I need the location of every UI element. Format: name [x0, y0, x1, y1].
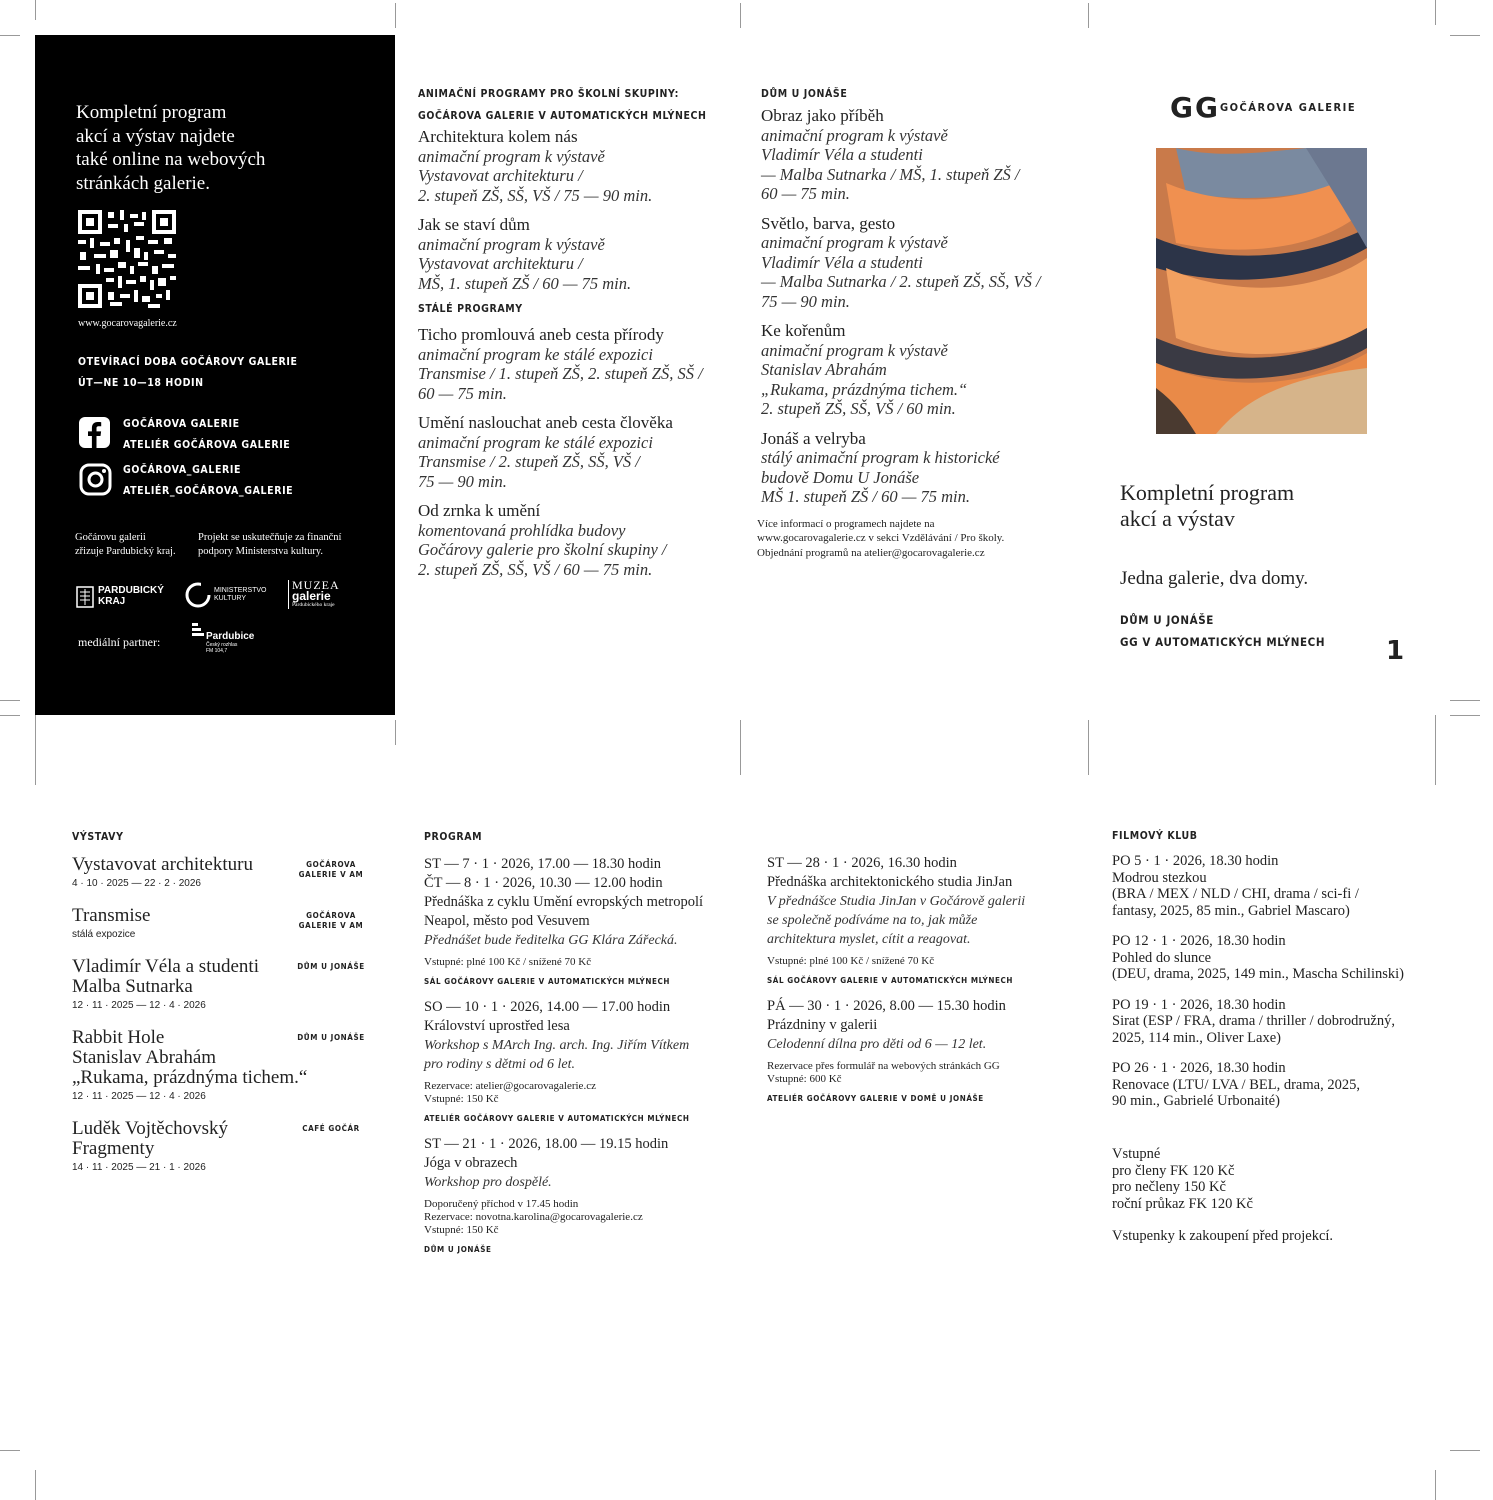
- program-detail: Transmise / 2. stupeň ZŠ, SŠ, VŠ /: [418, 452, 640, 471]
- venue-label: DŮM U JONÁŠE: [1120, 613, 1214, 627]
- venue-label: GG V AUTOMATICKÝCH MLÝNECH: [1120, 635, 1326, 649]
- event-info-line: Vstupné: plné 100 Kč / snížené 70 Kč: [767, 955, 935, 967]
- exhibition-title: Vladimír Véla a studenti: [72, 956, 259, 977]
- cover-tagline: Jedna galerie, dva domy.: [1120, 568, 1309, 589]
- film-item: [1112, 933, 1442, 983]
- film-date: PO 26 · 1 · 2026, 18.30 hodin: [1112, 1060, 1286, 1076]
- gallery-logo-text: GOČÁROVA GALERIE: [1220, 101, 1357, 114]
- ministry-emblem-icon: [185, 582, 211, 608]
- event-info-line: Doporučený příchod v 17.45 hodin: [424, 1198, 579, 1210]
- program-list: [418, 325, 728, 579]
- program-detail: — Malba Sutnarka / 2. stupeň ZŠ, SŠ, VŠ /: [761, 272, 1041, 291]
- film-item: [1112, 1060, 1442, 1110]
- cover-artwork-image: [1156, 148, 1367, 434]
- program-detail: 60 — 75 min.: [761, 184, 850, 203]
- event-info-line: Vstupné: 150 Kč: [424, 1224, 499, 1236]
- program-detail: 75 — 90 min.: [761, 291, 850, 311]
- exhibition-venue: DŮM U JONÁŠE: [297, 962, 365, 971]
- film-title: Pohled do slunce: [1112, 949, 1212, 966]
- logo-text: MINISTERSTVO: [214, 587, 267, 594]
- exhibition-subtitle: Stanislav Abrahám: [72, 1047, 217, 1068]
- event-description: se společně podíváme na to, jak může: [767, 913, 978, 928]
- film-title: Sirat (ESP / FRA, drama / thriller / dobrodružný,: [1112, 1013, 1395, 1029]
- program-title: Architektura kolem nás: [418, 127, 578, 146]
- program-detail: animační program ke stálé expozici: [418, 432, 653, 452]
- film-title: Renovace (LTU/ LVA / BEL, drama, 2025,: [1112, 1076, 1360, 1093]
- hours-heading: OTEVÍRACÍ DOBA GOČÁROVY GALERIE: [78, 356, 298, 368]
- program-detail: Transmise / 1. stupeň ZŠ, 2. stupeň ZŠ, SŠ /: [418, 364, 703, 383]
- program-title: Jonáš a velryba: [761, 428, 866, 448]
- exhibition-title: Rabbit Hole: [72, 1027, 165, 1048]
- event-venue: DŮM U JONÁŠE: [424, 1245, 492, 1254]
- film-info: fantasy, 2025, 85 min., Gabriel Mascaro): [1112, 902, 1350, 919]
- event-description: architektura myslet, cítit a reagovat.: [767, 932, 971, 947]
- logo-text: KULTURY: [214, 595, 247, 602]
- event-item: [767, 997, 1087, 1103]
- exhibition-date: 12 · 11 · 2025 — 12 · 4 · 2026: [72, 1091, 206, 1102]
- event-title: Neapol, město pod Vesuvem: [424, 913, 590, 929]
- program-item: [418, 325, 728, 403]
- program-title: Ticho promlouvá aneb cesta přírody: [418, 325, 664, 344]
- program-detail: 75 — 90 min.: [418, 471, 507, 491]
- cover-title-line: Kompletní program: [1120, 480, 1295, 505]
- film-prices: [1112, 1146, 1333, 1245]
- program-title: Jak se staví dům: [418, 215, 530, 234]
- exhibition-venue: CAFÉ GOČÁR: [302, 1124, 360, 1133]
- price-line: roční průkaz FK 120 Kč: [1112, 1195, 1253, 1212]
- founder-line: Gočárovu galerii: [75, 532, 146, 543]
- program-detail: animační program k výstavě: [761, 233, 948, 252]
- program-detail: animační program k výstavě: [418, 234, 605, 254]
- program-detail: MŠ, 1. stupeň ZŠ / 60 — 75 min.: [418, 273, 632, 293]
- instagram-account-1[interactable]: GOČÁROVA_GALERIE: [123, 464, 242, 476]
- event-venue: SÁL GOČÁROVY GALERIE V AUTOMATICKÝCH MLÝNECH: [424, 977, 670, 986]
- film-date: PO 19 · 1 · 2026, 18.30 hodin: [1112, 996, 1286, 1013]
- exhibition-title: Vystavovat architekturu: [72, 854, 253, 875]
- event-description: Workshop pro dospělé.: [424, 1175, 552, 1190]
- event-info: [767, 1060, 1087, 1086]
- section-heading: ANIMAČNÍ PROGRAMY PRO ŠKOLNÍ SKUPINY:: [418, 88, 679, 100]
- info-panel-black: [35, 35, 395, 715]
- event-title: Přednáška architektonického studia JinJan: [767, 874, 1013, 890]
- program-title: Ke kořenům: [761, 321, 846, 340]
- program-title: Obraz jako příběh: [761, 106, 884, 125]
- event-date: SO — 10 · 1 · 2026, 14.00 — 17.00 hodin: [424, 999, 671, 1015]
- event-info-line: Vstupné: 600 Kč: [767, 1073, 842, 1085]
- logo-text: PARDUBICKÝ: [98, 585, 164, 596]
- exhibition-date: 4 · 10 · 2025 — 22 · 2 · 2026: [72, 878, 201, 889]
- house-programs-panel: [757, 88, 1071, 560]
- logo-text: galerie: [292, 589, 331, 603]
- section-heading: STÁLÉ PROGRAMY: [418, 303, 523, 315]
- intro-line: akcí a výstav najdete: [76, 125, 235, 147]
- school-programs-panel: [418, 88, 728, 589]
- event-title: Prázdniny v galerii: [767, 1017, 878, 1033]
- event-venue: ATELIÉR GOČÁROVY GALERIE V DOMĚ U JONÁŠE: [767, 1094, 984, 1103]
- exhibition-venue: GOČÁROVA GALERIE V AM: [298, 860, 364, 879]
- opening-hours: ÚT—NE 10—18 HODIN: [78, 377, 204, 389]
- page-number: 1: [1386, 636, 1405, 666]
- program-item: [761, 106, 1071, 204]
- program-detail: Vladimír Véla a studenti: [761, 252, 923, 272]
- exhibition-item: [72, 957, 382, 1011]
- founder-note: [75, 531, 176, 559]
- film-date: PO 12 · 1 · 2026, 18.30 hodin: [1112, 933, 1286, 949]
- program-detail: Gočárovy galerie pro školní skupiny /: [418, 540, 667, 559]
- film-date: PO 5 · 1 · 2026, 18.30 hodin: [1112, 853, 1279, 869]
- event-item: [424, 998, 744, 1123]
- exhibitions-list: [72, 855, 382, 1190]
- film-club-heading: FILMOVÝ KLUB: [1112, 830, 1198, 842]
- cover-title-line: akcí a výstav: [1120, 506, 1235, 531]
- program-title: Světlo, barva, gesto: [761, 213, 896, 233]
- event-date: PÁ — 30 · 1 · 2026, 8.00 — 15.30 hodin: [767, 998, 1006, 1014]
- program-detail: „Rukama, prázdnýma tichem.“: [761, 379, 968, 399]
- note-line: Více informací o programech najdete na: [757, 517, 935, 530]
- exhibition-venue: GOČÁROVA GALERIE V AM: [298, 911, 364, 930]
- event-description: pro rodiny s dětmi od 6 let.: [424, 1057, 576, 1072]
- project-line: podpory Ministerstva kultury.: [198, 546, 324, 557]
- founder-line: zřizuje Pardubický kraj.: [75, 546, 176, 557]
- intro-line: Kompletní program: [76, 102, 227, 123]
- film-list: [1112, 853, 1442, 1124]
- program-detail: Vladimír Véla a studenti: [761, 145, 923, 164]
- event-info: [424, 956, 744, 969]
- program-list: [767, 854, 1087, 1115]
- event-info-line: Rezervace: atelier@gocarovagalerie.cz: [424, 1080, 596, 1092]
- qr-code-icon[interactable]: [78, 210, 176, 308]
- exhibition-title: Transmise: [72, 905, 151, 926]
- event-venue: SÁL GOČÁROVY GALERIE V AUTOMATICKÝCH MLÝNECH: [767, 976, 1013, 985]
- exhibition-title: Luděk Vojtěchovský: [72, 1118, 229, 1139]
- facebook-account-2[interactable]: ATELIÉR GOČÁROVA GALERIE: [123, 439, 291, 451]
- film-title: Modrou stezkou: [1112, 869, 1207, 886]
- program-item: [418, 413, 728, 491]
- program-detail: animační program k výstavě: [761, 125, 948, 145]
- event-item: [767, 854, 1087, 985]
- program-detail: — Malba Sutnarka / MŠ, 1. stupeň ZŠ /: [761, 164, 1020, 184]
- price-line: pro členy FK 120 Kč: [1112, 1162, 1235, 1179]
- region-crest-icon: [76, 586, 94, 608]
- program-list: [418, 127, 728, 293]
- event-info-line: Rezervace: novotna.karolina@gocarovagalerie.cz: [424, 1211, 643, 1223]
- event-description: Přednášet bude ředitelka GG Klára Zářecká.: [424, 933, 678, 948]
- note-line[interactable]: Objednání programů na atelier@gocarovagalerie.cz: [757, 546, 985, 559]
- program-detail: budově Domu U Jonáše: [761, 467, 920, 487]
- program-item: [418, 501, 728, 579]
- film-info: (BRA / MEX / NLD / CHI, drama / sci-fi /: [1112, 886, 1359, 902]
- film-info: 90 min., Gabrielé Urbonaité): [1112, 1093, 1280, 1109]
- section-heading: DŮM U JONÁŠE: [761, 88, 848, 100]
- intro-line: stránkách galerie.: [76, 172, 210, 194]
- exhibition-date: 14 · 11 · 2025 — 21 · 1 · 2026: [72, 1162, 206, 1173]
- event-title: Království uprostřed lesa: [424, 1018, 570, 1034]
- event-item: [424, 1135, 744, 1254]
- exhibition-subtitle: Malba Sutnarka: [72, 976, 193, 997]
- gg-logo-mark: GG: [1170, 91, 1220, 124]
- exhibition-subtitle: „Rukama, prázdnýma tichem.“: [72, 1067, 308, 1088]
- exhibition-item: [72, 855, 382, 889]
- event-date: ČT — 8 · 1 · 2026, 10.30 — 12.00 hodin: [424, 875, 663, 891]
- program-detail: komentovaná prohlídka budovy: [418, 520, 626, 540]
- event-date: ST — 28 · 1 · 2026, 16.30 hodin: [767, 855, 957, 871]
- website-url[interactable]: www.gocarovagalerie.cz: [78, 318, 177, 329]
- event-info: [767, 955, 1087, 968]
- program-item: [761, 429, 1071, 507]
- film-item: [1112, 997, 1442, 1047]
- program-detail: animační program ke stálé expozici: [418, 344, 653, 364]
- film-info: (DEU, drama, 2025, 149 min., Mascha Schilinski): [1112, 966, 1404, 982]
- price-heading: Vstupné: [1112, 1146, 1161, 1162]
- project-line: Projekt se uskutečňuje za finanční: [198, 532, 342, 543]
- note-line[interactable]: www.gocarovagalerie.cz v sekci Vzdělávání / Pro školy.: [757, 532, 1005, 544]
- section-heading: GOČÁROVA GALERIE V AUTOMATICKÝCH MLÝNECH: [418, 110, 707, 122]
- instagram-icon[interactable]: [79, 463, 112, 496]
- intro-line: také online na webových: [76, 149, 266, 170]
- exhibition-item: [72, 1119, 382, 1173]
- program-list: [761, 106, 1071, 507]
- info-note: [757, 517, 1071, 561]
- program-heading: PROGRAM: [424, 831, 483, 843]
- event-date: ST — 7 · 1 · 2026, 17.00 — 18.30 hodin: [424, 856, 661, 872]
- program-detail: Vystavovat architekturu /: [418, 254, 583, 273]
- facebook-icon[interactable]: [79, 417, 110, 448]
- radio-logo-icon: [192, 623, 204, 639]
- tickets-note: Vstupenky k zakoupení před projekcí.: [1112, 1228, 1334, 1244]
- instagram-account-2[interactable]: ATELIÉR_GOČÁROVA_GALERIE: [123, 485, 294, 497]
- event-info-line: Rezervace přes formulář na webových stránkách GG: [767, 1060, 1000, 1072]
- program-item: [418, 127, 728, 205]
- film-item: [1112, 853, 1442, 919]
- exhibition-item: [72, 906, 382, 940]
- logo-text: Pardubice: [206, 631, 255, 642]
- logo-text: Pardubického kraje: [292, 602, 335, 608]
- event-title: Přednáška z cyklu Umění evropských metropolí: [424, 894, 704, 910]
- event-date: ST — 21 · 1 · 2026, 18.00 — 19.15 hodin: [424, 1136, 669, 1152]
- exhibition-date: 12 · 11 · 2025 — 12 · 4 · 2026: [72, 1000, 206, 1011]
- program-detail: stálý animační program k historické: [761, 448, 1000, 467]
- logo-text: Český rozhlas: [206, 642, 238, 648]
- logo-text: MUZEA: [292, 578, 340, 592]
- logo-text: FM 104,7: [206, 648, 228, 654]
- event-description: Celodenní dílna pro děti od 6 — 12 let.: [767, 1037, 987, 1052]
- cover-title: [1120, 480, 1294, 532]
- program-detail: 2. stupeň ZŠ, SŠ, VŠ / 60 min.: [761, 399, 956, 418]
- exhibition-subtitle: Fragmenty: [72, 1138, 155, 1159]
- event-info-line: Vstupné: plné 100 Kč / snížené 70 Kč: [424, 956, 592, 968]
- event-description: Workshop s MArch Ing. arch. Ing. Jiřím Vítkem: [424, 1038, 690, 1053]
- exhibition-item: [72, 1028, 382, 1102]
- program-item: [418, 215, 728, 293]
- program-detail: Stanislav Abrahám: [761, 360, 887, 379]
- program-detail: 2. stupeň ZŠ, SŠ, VŠ / 60 — 75 min.: [418, 559, 653, 579]
- exhibitions-heading: VÝSTAVY: [72, 831, 124, 843]
- program-title: Od zrnka k umění: [418, 501, 541, 520]
- program-detail: 2. stupeň ZŠ, SŠ, VŠ / 75 — 90 min.: [418, 185, 653, 205]
- program-list: [424, 855, 744, 1266]
- program-detail: animační program k výstavě: [761, 340, 948, 360]
- event-description: V přednášce Studia JinJan v Gočárově galerii: [767, 894, 1026, 909]
- program-item: [761, 214, 1071, 312]
- logo-text: KRAJ: [98, 596, 126, 607]
- program-item: [761, 321, 1071, 419]
- muzea-galerie-logo: [288, 580, 340, 609]
- event-info: [424, 1198, 744, 1237]
- exhibition-date: stálá expozice: [72, 929, 136, 940]
- intro-text: [76, 101, 265, 195]
- media-partner-label: mediální partner:: [78, 635, 161, 649]
- program-detail: MŠ 1. stupeň ZŠ / 60 — 75 min.: [761, 487, 971, 506]
- price-line: pro nečleny 150 Kč: [1112, 1179, 1226, 1195]
- exhibition-venue: DŮM U JONÁŠE: [297, 1033, 365, 1042]
- program-detail: Vystavovat architekturu /: [418, 166, 583, 185]
- facebook-account-1[interactable]: GOČÁROVA GALERIE: [123, 418, 240, 430]
- event-venue: ATELIÉR GOČÁROVY GALERIE V AUTOMATICKÝCH MLÝNECH: [424, 1114, 690, 1123]
- program-title: Umění naslouchat aneb cesta člověka: [418, 413, 673, 432]
- project-note: [198, 531, 341, 559]
- program-detail: 60 — 75 min.: [418, 383, 507, 403]
- film-info: 2025, 114 min., Oliver Laxe): [1112, 1029, 1281, 1046]
- program-detail: animační program k výstavě: [418, 146, 605, 166]
- event-info: [424, 1080, 744, 1106]
- event-item: [424, 855, 744, 986]
- event-info-line: Vstupné: 150 Kč: [424, 1093, 499, 1105]
- event-title: Jóga v obrazech: [424, 1155, 518, 1171]
